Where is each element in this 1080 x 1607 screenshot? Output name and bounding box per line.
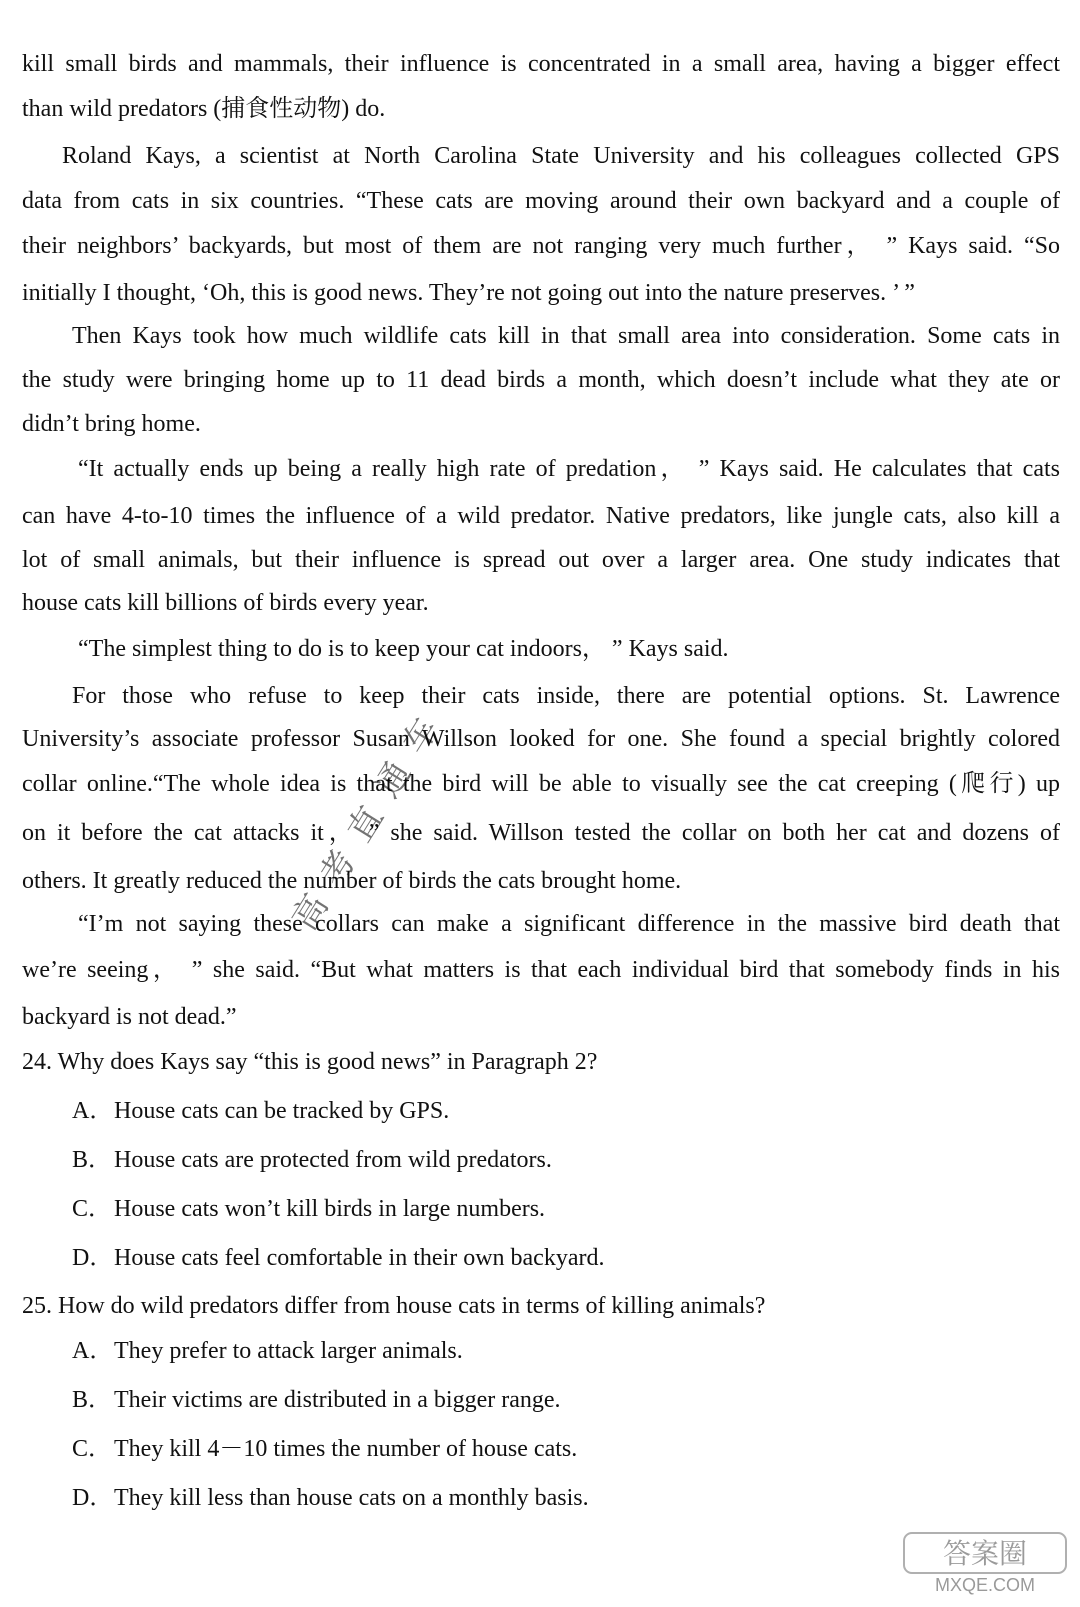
question-25-stem: 25. How do wild predators differ from house cats in terms of killing animals? [22,1293,766,1319]
option-letter: B． [72,1147,113,1173]
option-letter: C． [72,1436,113,1462]
passage-line: University’s associate professor Susan Willson looked for one. She found a special brightly colored [22,726,1060,752]
option-letter: C． [72,1196,113,1222]
passage-line: we’re seeing， ” she said. “But what matters is that each individual bird that somebody finds in his [22,957,1060,983]
passage-line: collar online.“The whole idea is that the bird will be able to visually see the cat creeping (爬行) up [22,771,1060,797]
logo-graphic [900,1527,1070,1597]
passage-line: on it before the cat attacks it， ” she said. Willson tested the collar on both her cat and dozens of [22,820,1060,846]
question-25-option-b [72,1385,1080,1415]
question-24-option-d [72,1243,1080,1273]
passage-line: kill small birds and mammals, their influence is concentrated in a small area, having a bigger effect [22,51,1060,77]
site-logo [900,1527,1070,1597]
option-text: House cats won’t kill birds in large numbers. [114,1196,546,1222]
passage-line: initially I thought, ‘Oh, this is good news. They’re not going out into the nature preserves. ’ ” [22,280,915,306]
passage-line: “It actually ends up being a really high rate of predation， ” Kays said. He calculates that cats [78,456,1060,482]
passage-line: “The simplest thing to do is to keep your cat indoors， ” Kays said. [78,636,729,662]
logo-text: 答案圈 [942,1537,1028,1570]
question-24-option-b [72,1145,1080,1175]
passage-line: “I’m not saying these collars can make a significant difference in the massive bird death that [78,911,1060,937]
passage-line: Roland Kays, a scientist at North Carolina State University and his colleagues collected GPS [62,143,1060,169]
passage-line: backyard is not dead.” [22,1004,237,1030]
option-text: Their victims are distributed in a bigger range. [114,1387,561,1413]
option-text: House cats can be tracked by GPS. [114,1098,450,1124]
passage-line: others. It greatly reduced the number of birds the cats brought home. [22,868,682,894]
passage-line: their neighbors’ backyards, but most of them are not ranging very much further， ” Kays said. “So [22,233,1060,259]
passage-line: can have 4-to-10 times the influence of a wild predator. Native predators, like jungle cats, also kill a [22,503,1060,529]
option-letter: D． [72,1485,114,1511]
question-24-option-a [72,1096,1080,1126]
question-24-option-c [72,1194,1080,1224]
option-text: They kill less than house cats on a monthly basis. [114,1485,589,1511]
option-letter: A． [72,1098,114,1124]
passage-line: data from cats in six countries. “These cats are moving around their own backyard and a couple of [22,188,1060,214]
option-letter: B． [72,1387,113,1413]
option-text: They kill 4－10 times the number of house cats. [114,1436,578,1462]
option-text: House cats are protected from wild predators. [114,1147,552,1173]
passage-line: house cats kill billions of birds every year. [22,590,429,616]
option-text: House cats feel comfortable in their own backyard. [114,1245,605,1271]
passage-line: the study were bringing home up to 11 dead birds a month, which doesn’t include what they ate or [22,367,1060,393]
question-25-option-a [72,1336,1080,1366]
passage-line: lot of small animals, but their influence is spread out over a larger area. One study indicates that [22,547,1060,573]
passage-line: didn’t bring home. [22,411,201,437]
logo-url: MXQE.COM [934,1575,1036,1595]
watermark-text: 高考直通车 [284,695,457,938]
question-25-option-c [72,1434,1080,1464]
passage-line: For those who refuse to keep their cats inside, there are potential options. St. Lawrence [72,683,1060,709]
passage-line: than wild predators (捕食性动物) do. [22,96,386,122]
question-24-stem: 24. Why does Kays say “this is good news” in Paragraph 2? [22,1049,598,1075]
passage-line: Then Kays took how much wildlife cats kill in that small area into consideration. Some cats in [72,323,1060,349]
option-letter: A． [72,1338,114,1364]
question-25-option-d [72,1483,1080,1513]
option-letter: D． [72,1245,114,1271]
option-text: They prefer to attack larger animals. [114,1338,463,1364]
